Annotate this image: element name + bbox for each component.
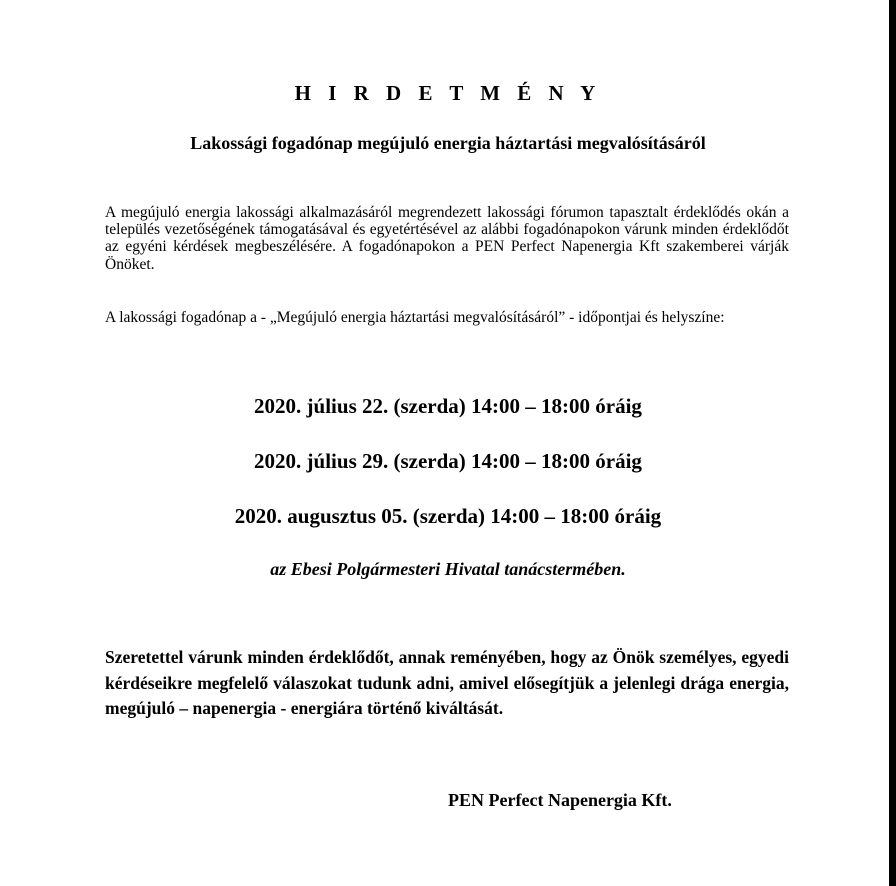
date-line-2: 2020. július 29. (szerda) 14:00 – 18:00 óráig <box>254 449 642 473</box>
schedule-intro-paragraph: A lakossági fogadónap a - „Megújuló energia háztartási megvalósításáról” - időpontjai és helyszíne: <box>105 309 725 326</box>
document-title: H I R D E T M É N Y <box>294 81 602 105</box>
signature: PEN Perfect Napenergia Kft. <box>448 790 672 810</box>
date-line-1: 2020. július 22. (szerda) 14:00 – 18:00 óráig <box>254 394 642 418</box>
venue-line: az Ebesi Polgármesteri Hivatal tanácstermében. <box>270 559 626 579</box>
date-line-3: 2020. augusztus 05. (szerda) 14:00 – 18:00 óráig <box>234 504 662 528</box>
document-subtitle: Lakossági fogadónap megújuló energia háztartási megvalósításáról <box>190 133 706 153</box>
page-edge-border <box>889 0 896 886</box>
intro-paragraph: A megújuló energia lakossági alkalmazásáról megrendezett lakossági fórumon tapasztalt érdeklődés okán a település vezetőségének támogatásával és egyetértésével az alábbi fogadónapokon várunk minden érdeklődőt az egyéni kérdések megbeszélésére. A fogadónapokon a PEN Perfect Napenergia Kft szakemberei várják Önöket. <box>105 204 789 273</box>
closing-paragraph: Szeretettel várunk minden érdeklődőt, annak reményében, hogy az Önök személyes, egyedi kérdéseikre megfelelő válaszokat tudunk adni, amivel elősegítjük a jelenlegi drága energia, megújuló – napenergia - energiára történő kiváltását. <box>105 647 789 718</box>
